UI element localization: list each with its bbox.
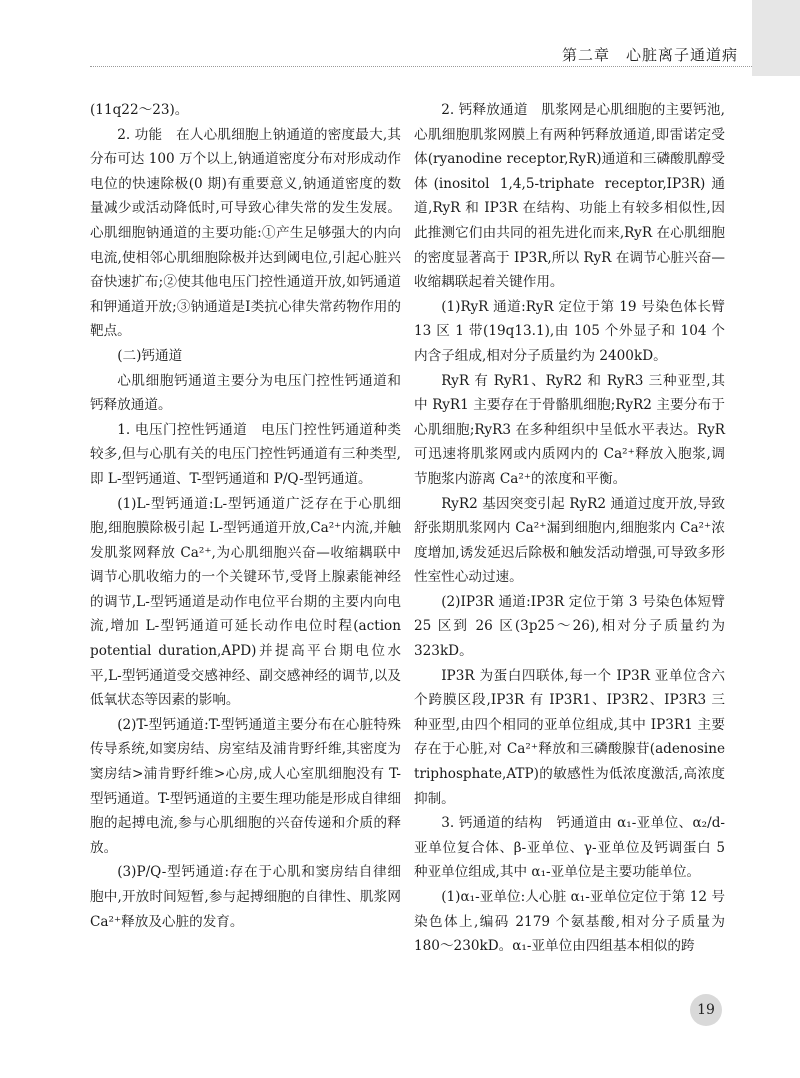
- paragraph: (2)T-型钙通道:T-型钙通道主要分布在心脏特殊传导系统,如窦房结、房室结及浦肯野纤维,其密度为窦房结>浦肯野纤维>心房,成人心室肌细胞没有 T-型钙通道。T-型钙通道的主要生理功能是形成自律细胞的起搏电流,参与心肌细胞的兴奋传递和介质的释放。: [90, 716, 401, 856]
- paragraph: 心肌细胞钙通道主要分为电压门控性钙通道和钙释放通道。: [90, 372, 401, 414]
- paragraph: (3)P/Q-型钙通道:存在于心肌和窦房结自律细胞中,开放时间短暂,参与起搏细胞的自律性、肌浆网 Ca²⁺释放及心脏的发育。: [90, 864, 401, 930]
- paragraph: RyR 有 RyR1、RyR2 和 RyR3 三种亚型,其中 RyR1 主要存在于骨骼肌细胞;RyR2 主要分布于心肌细胞;RyR3 在多种组织中呈低水平表达。RyR 可迅速将肌浆网或内质网内的 Ca²⁺释放入胞浆,调节胞浆内游离 Ca²⁺的浓度和平衡。: [414, 372, 725, 487]
- paragraph: 2. 功能 在人心肌细胞上钠通道的密度最大,其分布可达 100 万个以上,钠通道密度分布对形成动作电位的快速除极(0 期)有重要意义,钠通道密度的数量减少或活动降低时,可导致心律失常的发生发展。心肌细胞钠通道的主要功能:①产生足够强大的内向电流,使相邻心肌细胞除极并达到阈电位,引起心脏兴奋快速扩布;②使其他电压门控性通道开放,如钙通道和钾通道开放;③钠通道是Ⅰ类抗心律失常药物作用的靶点。: [90, 126, 401, 340]
- header-rule: [90, 66, 752, 67]
- section-heading: (二)钙通道: [117, 347, 183, 364]
- page-number: 19: [690, 994, 722, 1026]
- corner-tab: [752, 0, 800, 76]
- paragraph: (11q22～23)。: [90, 102, 189, 118]
- paragraph: 2. 钙释放通道 肌浆网是心肌细胞的主要钙池,心肌细胞肌浆网膜上有两种钙释放通道,即雷诺定受体(ryanodine receptor,RyR)通道和三磷酸肌醇受体(inositol 1,4,5-triphate receptor,IP3R)通道,RyR 和 IP3R 在结构、功能上有较多相似性,因此推测它们由共同的祖先进化而来,RyR 在心肌细胞的密度显著高于 IP3R,所以 RyR 在调节心脏兴奋—收缩耦联起着关键作用。: [414, 102, 725, 291]
- paragraph: (2)IP3R 通道:IP3R 定位于第 3 号染色体短臂 25 区到 26 区(3p25～26),相对分子质量约为 323kD。: [414, 593, 725, 660]
- paragraph: (1)RyR 通道:RyR 定位于第 19 号染色体长臂 13 区 1 带(19q13.1),由 105 个外显子和 104 个内含子组成,相对分子质量约为 2400kD。: [414, 298, 725, 364]
- paragraph: (1)α₁-亚单位:人心脏 α₁-亚单位定位于第 12 号染色体上,编码 2179 个氨基酸,相对分子质量为 180～230kD。α₁-亚单位由四组基本相似的跨: [414, 889, 725, 955]
- paragraph: (1)L-型钙通道:L-型钙通道广泛存在于心肌细胞,细胞膜除极引起 L-型钙通道开放,Ca²⁺内流,并触发肌浆网释放 Ca²⁺,为心肌细胞兴奋—收缩耦联中调节心肌收缩力的一个关键环节,受肾上腺素能神经的调节,L-型钙通道是动作电位平台期的主要内向电流,增加 L-型钙通道可延长动作电位时程(action potential duration,APD)并提高平台期电位水平,L-型钙通道受交感神经、副交感神经的调节,以及低氧状态等因素的影响。: [90, 495, 401, 709]
- paragraph: RyR2 基因突变引起 RyR2 通道过度开放,导致舒张期肌浆网内 Ca²⁺漏到细胞内,细胞浆内 Ca²⁺浓度增加,诱发延迟后除极和触发活动增强,可导致多形性室性心动过速。: [414, 495, 725, 586]
- left-column: [90, 98, 401, 934]
- paragraph: IP3R 为蛋白四联体,每一个 IP3R 亚单位含六个跨膜区段,IP3R 有 IP3R1、IP3R2、IP3R3 三种亚型,由四个相同的亚单位组成,其中 IP3R1 主要存在于心脏,对 Ca²⁺释放和三磷酸腺苷(adenosine triphosphate,ATP)的敏感性为低浓度激活,高浓度抑制。: [414, 667, 725, 807]
- right-column: [414, 98, 725, 959]
- paragraph: 1. 电压门控性钙通道 电压门控性钙通道种类较多,但与心肌有关的电压门控性钙通道有三种类型,即 L-型钙通道、T-型钙通道和 P/Q-型钙通道。: [90, 421, 401, 487]
- paragraph: 3. 钙通道的结构 钙通道由 α₁-亚单位、α₂/d-亚单位复合体、β-亚单位、γ-亚单位及钙调蛋白 5 种亚单位组成,其中 α₁-亚单位是主要功能单位。: [414, 815, 725, 881]
- running-header: 第二章 心脏离子通道病: [561, 46, 738, 64]
